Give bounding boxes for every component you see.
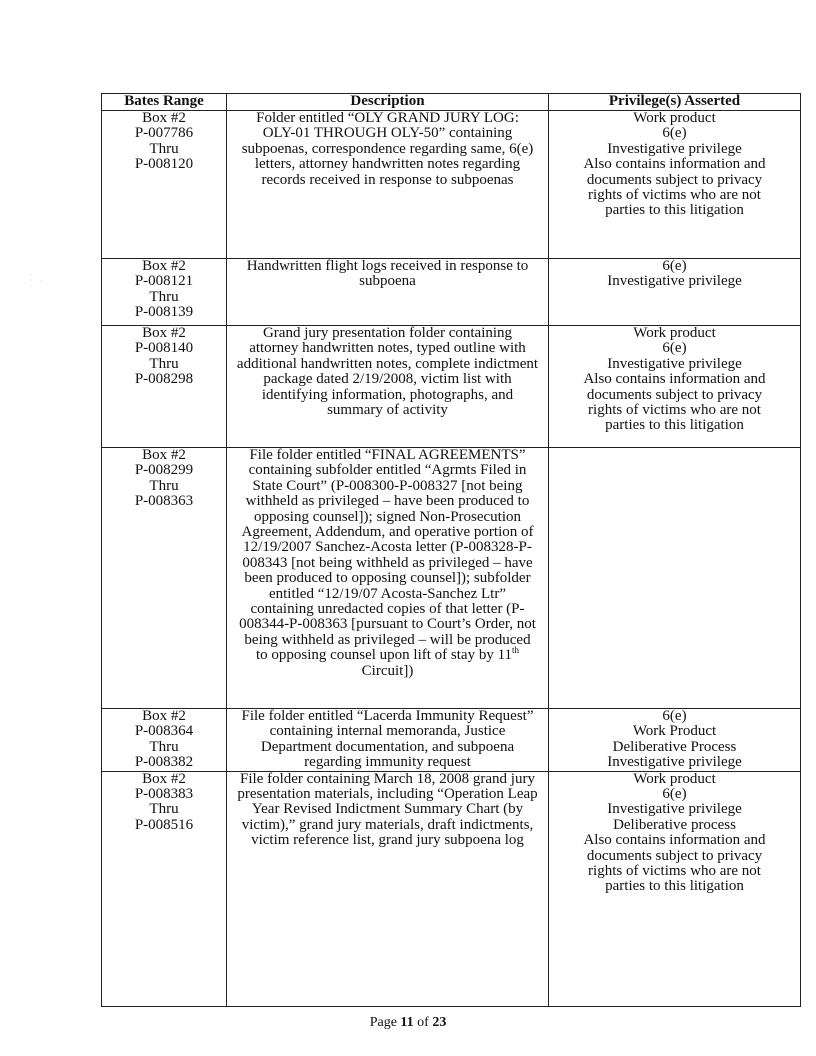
description-cell [227, 111, 549, 259]
description-line: File folder containing March 18, 2008 grand jury [240, 770, 535, 787]
privileges-line: Investigative privilege [607, 355, 742, 372]
bates-cell [102, 709, 227, 772]
privileges-line: Deliberative Process [612, 738, 737, 755]
description-line: package dated 2/19/2008, victim list with [263, 371, 512, 388]
bates-line: Box #2 [142, 770, 186, 787]
description-line: subpoena [359, 273, 416, 290]
bates-line: P-008120 [134, 156, 194, 173]
page-label: Page [369, 1015, 401, 1030]
bates-line: P-008363 [134, 493, 194, 510]
description-line [230, 645, 545, 664]
bates-line: Box #2 [142, 110, 186, 126]
description-line: 12/19/2007 Sanchez-Acosta letter (P-008328-P- [243, 539, 532, 556]
description-line: presentation materials, including “Operation Leap [237, 786, 538, 803]
bates-line: Box #2 [142, 447, 186, 463]
description-cell [227, 259, 549, 326]
description-line: entitled “12/19/07 Acosta-Sanchez Ltr” [268, 585, 506, 602]
bates-cell [102, 771, 227, 1006]
privileges-line: Deliberative process [613, 816, 736, 833]
privileges-line: Investigative privilege [607, 801, 742, 818]
privileges-line: Work Product [632, 723, 717, 740]
table-header-row [102, 94, 801, 111]
description-line: Circuit]) [361, 662, 414, 679]
privileges-cell [549, 448, 801, 709]
bates-line: P-008139 [134, 304, 194, 321]
bates-line: P-008516 [134, 816, 194, 833]
bates-line: Thru [149, 288, 179, 305]
bates-line: P-008382 [134, 754, 194, 771]
description-line: File folder entitled “Lacerda Immunity Request” [241, 708, 534, 724]
description-line: Grand jury presentation folder containing [262, 325, 513, 341]
description-line: containing unredacted copies of that letter (P- [250, 601, 525, 618]
description-line: identifying information, photographs, and [261, 386, 514, 403]
description-line: attorney handwritten notes, typed outline with [249, 340, 526, 357]
description-line: letters, attorney handwritten notes regarding [254, 156, 521, 173]
privileges-cell [549, 111, 801, 259]
description-line: been produced to opposing counsel]); subfolder [244, 570, 531, 587]
bates-line: P-008383 [134, 786, 194, 803]
superscript: th [512, 645, 520, 656]
privileges-line: parties to this litigation [605, 878, 744, 895]
bates-line: P-008299 [134, 462, 194, 479]
bates-line: Box #2 [142, 258, 186, 274]
privileges-cell [549, 259, 801, 326]
privileges-line: Work product [633, 325, 716, 341]
bates-line: P-008298 [134, 371, 194, 388]
bates-line: Thru [149, 140, 179, 157]
privileges-line: rights of victims who are not [588, 402, 761, 419]
description-line: records received in response to subpoenas [261, 171, 514, 188]
bates-line: Thru [149, 477, 179, 494]
privileges-line: 6(e) [662, 125, 687, 142]
description-line: containing subfolder entitled “Agrmts Filed in [248, 462, 527, 479]
privileges-line: parties to this litigation [605, 417, 744, 434]
privileges-line: Investigative privilege [607, 754, 742, 771]
privileges-line: 6(e) [662, 340, 687, 357]
description-line: 008343 [not being withheld as privileged – have [242, 554, 533, 571]
description-line: victim),” grand jury materials, draft indictments, [241, 816, 534, 833]
privileges-line: rights of victims who are not [588, 187, 761, 204]
description-line: Year Revised Indictment Summary Chart (by [251, 801, 524, 818]
table-row [102, 259, 801, 326]
table-row [102, 771, 801, 1006]
bates-cell [102, 326, 227, 448]
privileges-line: Work product [633, 110, 716, 126]
table-row [102, 111, 801, 259]
description-line: Agreement, Addendum, and operative portion of [241, 524, 534, 541]
header-bates-range: Bates Range [102, 94, 227, 111]
privileges-cell [549, 326, 801, 448]
bates-line: Box #2 [142, 708, 186, 724]
page-total: 23 [432, 1015, 447, 1030]
description-line: opposing counsel]); signed Non-Prosecution [253, 508, 522, 525]
description-line: State Court” (P-008300-P-008327 [not being [252, 477, 523, 494]
description-line: Department documentation, and subpoena [260, 738, 515, 755]
description-line: regarding immunity request [304, 754, 471, 771]
privileges-line: 6(e) [662, 708, 687, 724]
privileges-line: Investigative privilege [607, 273, 742, 290]
privileges-line: Investigative privilege [607, 140, 742, 157]
privileges-line: rights of victims who are not [588, 863, 761, 880]
description-line: subpoenas, correspondence regarding same, 6(e) [241, 140, 534, 157]
bates-line: Box #2 [142, 325, 186, 341]
privileges-line: Also contains information and [583, 832, 766, 849]
bates-line: P-008140 [134, 340, 194, 357]
text: to opposing counsel upon lift of stay by 11 [255, 647, 513, 664]
privileges-line: documents subject to privacy [586, 847, 763, 864]
privileges-line: Also contains information and [583, 371, 766, 388]
bates-cell [102, 259, 227, 326]
description-line: containing internal memoranda, Justice [269, 723, 506, 740]
privileges-line: documents subject to privacy [586, 386, 763, 403]
privileges-line: Also contains information and [583, 156, 766, 173]
description-line: File folder entitled “FINAL AGREEMENTS” [249, 447, 526, 463]
privileges-cell [549, 709, 801, 772]
bates-line: Thru [149, 738, 179, 755]
description-cell [227, 771, 549, 1006]
page-number: 11 [400, 1015, 414, 1030]
bates-line: P-008121 [134, 273, 194, 290]
description-cell [227, 709, 549, 772]
description-line: OLY-01 THROUGH OLY-50” containing [262, 125, 513, 142]
bates-line: Thru [149, 355, 179, 372]
privileges-line: documents subject to privacy [586, 171, 763, 188]
bates-line: P-008364 [134, 723, 194, 740]
description-line: Folder entitled “OLY GRAND JURY LOG: [256, 110, 519, 126]
description-line: 008344-P-008363 [pursuant to Court’s Order, not [239, 616, 536, 633]
description-line: victim reference list, grand jury subpoena log [251, 832, 524, 849]
header-description: Description [227, 94, 549, 111]
description-line: summary of activity [327, 402, 448, 419]
scan-specks: · · · · [30, 272, 42, 290]
privilege-log-table [101, 93, 801, 1007]
table-row [102, 448, 801, 709]
privileges-cell [549, 771, 801, 1006]
description-line: being withheld as privileged – will be produced [244, 631, 531, 648]
description-cell [227, 326, 549, 448]
page-footer [0, 1015, 816, 1031]
description-line: withheld as privileged – have been produced to [245, 493, 530, 510]
privileges-line: Work product [633, 770, 716, 787]
privileges-line: 6(e) [662, 258, 687, 274]
description-line: additional handwritten notes, complete indictment [236, 355, 539, 372]
description-cell [227, 448, 549, 709]
bates-cell [102, 111, 227, 259]
table-row [102, 709, 801, 772]
table-row [102, 326, 801, 448]
description-line: Handwritten flight logs received in response to [246, 258, 529, 274]
page-of: of [413, 1015, 433, 1030]
bates-cell [102, 448, 227, 709]
privileges-line: 6(e) [662, 786, 687, 803]
privileges-line: parties to this litigation [605, 202, 744, 219]
bates-line: Thru [149, 801, 179, 818]
bates-line: P-007786 [134, 125, 194, 142]
header-privileges: Privilege(s) Asserted [549, 94, 801, 111]
